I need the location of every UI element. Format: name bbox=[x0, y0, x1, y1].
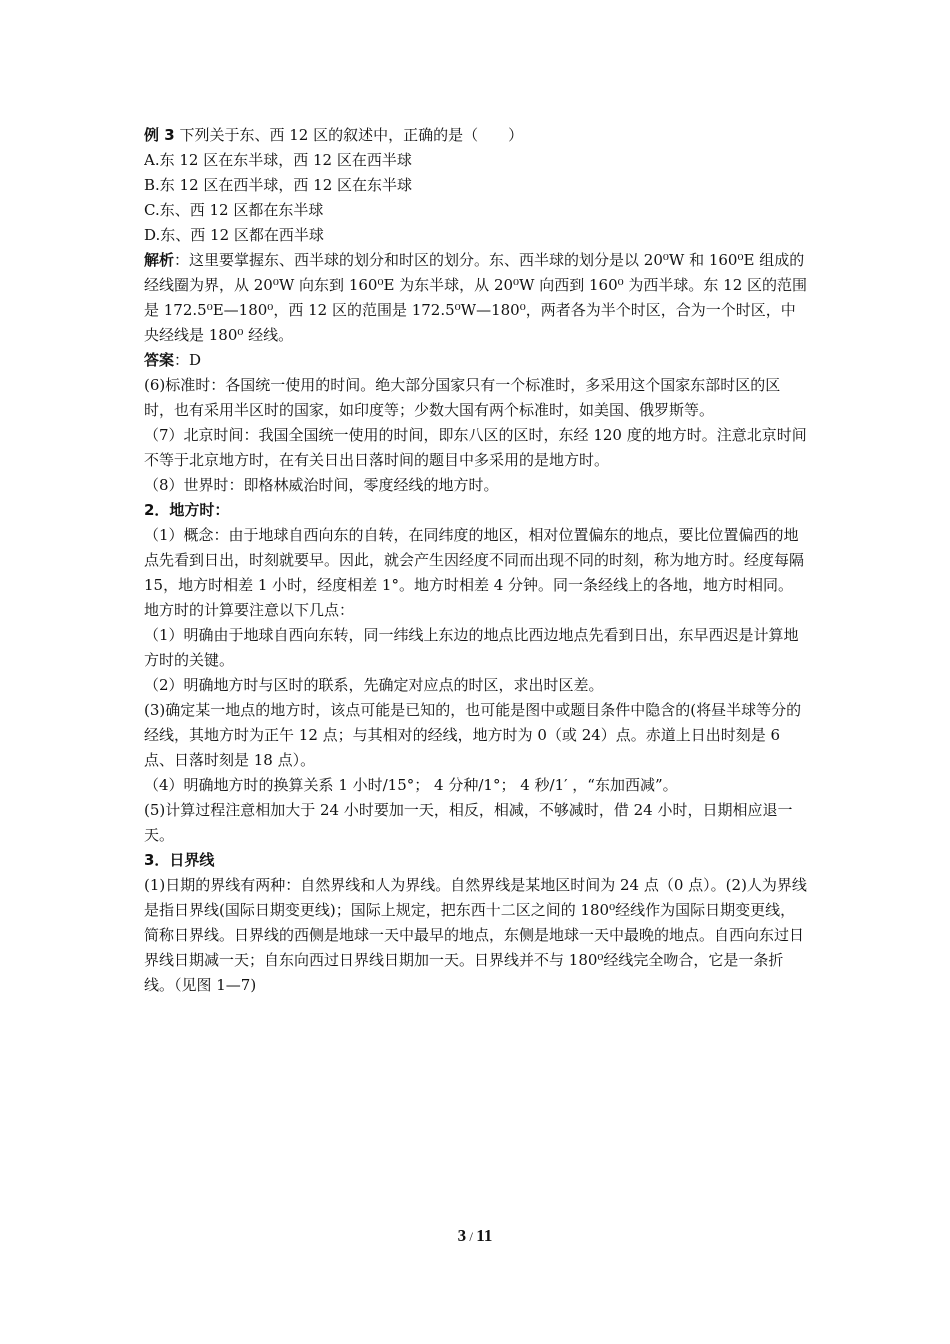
local-time-point-1: （1）明确由于地球自西向东转，同一纬线上东边的地点比西边地点先看到日出，东早西迟是计算地方时的关键。 bbox=[144, 626, 799, 669]
page-separator: / bbox=[466, 1229, 477, 1244]
option-a: A.东 12 区在东半球，西 12 区在西半球 bbox=[144, 151, 412, 169]
page-total: 11 bbox=[476, 1226, 493, 1245]
local-time-point-4: （4）明确地方时的换算关系 1 小时/15°； 4 分种/1°； 4 秒/1′ ，“东加西减”。 bbox=[144, 776, 678, 794]
world-time-paragraph: （8）世界时：即格林威治时间，零度经线的地方时。 bbox=[144, 476, 499, 494]
example-question-line bbox=[144, 123, 810, 148]
section-heading-local-time: 2．地方时： bbox=[144, 501, 230, 519]
answer-label: 答案 bbox=[144, 351, 175, 369]
answer-line bbox=[144, 348, 810, 373]
local-time-concept-paragraph: （1）概念：由于地球自西向东的自转，在同纬度的地区，相对位置偏东的地点，要比位置偏西的地点先看到日出，时刻就要早。因此，就会产生因经度不同而出现不同的时刻，称为地方时。经度每隔 15，地方时相差 1 小时，经度相差 1°。地方时相差 4 分钟。同一条经线上的各地，地方时相同。 bbox=[144, 526, 805, 594]
local-time-point-5: (5)计算过程注意相加大于 24 小时要加一天，相反，相减，不够减时，借 24 小时，日期相应退一天。 bbox=[144, 801, 793, 844]
date-line-paragraph: (1)日期的界线有两种：自然界线和人为界线。自然界线是某地区时间为 24 点（0 点）。(2)人为界线是指日界线(国际日期变更线)；国际上规定，把东西十二区之间的 180⁰经线作为国际日期变更线，简称日界线。日界线的西侧是地球一天中最早的地点，东侧是地球一天中最晚的地点。自西向东过日界线日期减一天；自东向西过日界线日期加一天。日界线并不与 180⁰经线完全吻合，它是一条折线。（见图 1—7) bbox=[144, 876, 807, 994]
analysis-paragraph bbox=[144, 248, 810, 348]
analysis-label: 解析 bbox=[144, 251, 175, 269]
option-d: D.东、西 12 区都在西半球 bbox=[144, 226, 324, 244]
local-time-point-2: （2）明确地方时与区时的联系，先确定对应点的时区，求出时区差。 bbox=[144, 676, 604, 694]
document-body bbox=[144, 123, 810, 998]
beijing-time-paragraph: （7）北京时间：我国全国统一使用的时间，即东八区的区时，东经 120 度的地方时。注意北京时间不等于北京地方时，在有关日出日落时间的题目中多采用的是地方时。 bbox=[144, 426, 807, 469]
answer-text: ：D bbox=[174, 351, 202, 369]
example-label: 例 3 bbox=[144, 126, 175, 144]
standard-time-paragraph: (6)标准时：各国统一使用的时间。绝大部分国家只有一个标准时，多采用这个国家东部时区的区时，也有采用半区时的国家，如印度等；少数大国有两个标准时，如美国、俄罗斯等。 bbox=[144, 376, 781, 419]
analysis-text: ：这里要掌握东、西半球的划分和时区的划分。东、西半球的划分是以 20⁰W 和 160⁰E 组成的经线圈为界，从 20⁰W 向东到 160⁰E 为东半球，从 20⁰W 向西到 160⁰ 为西半球。东 12 区的范围是 172.5⁰E—180⁰，西 12 区的范围是 172.5⁰W—180⁰，两者各为半个时区，合为一个时区，中央经线是 180⁰ 经线。 bbox=[144, 251, 808, 344]
local-time-intro: 地方时的计算要注意以下几点： bbox=[144, 601, 355, 619]
section-heading-date-line: 3．日界线 bbox=[144, 851, 215, 869]
option-b: B.东 12 区在西半球，西 12 区在东半球 bbox=[144, 176, 413, 194]
option-c: C.东、西 12 区都在东半球 bbox=[144, 201, 324, 219]
page-current: 3 bbox=[457, 1226, 467, 1245]
page-number bbox=[0, 1226, 950, 1246]
example-question: 下列关于东、西 12 区的叙述中，正确的是（ ） bbox=[179, 126, 524, 144]
local-time-point-3: (3)确定某一地点的地方时，该点可能是已知的，也可能是图中或题目条件中隐含的(将昼半球等分的经线，其地方时为正午 12 点；与其相对的经线，地方时为 0（或 24）点。赤道上日出时刻是 6 点、日落时刻是 18 点）。 bbox=[144, 701, 802, 769]
